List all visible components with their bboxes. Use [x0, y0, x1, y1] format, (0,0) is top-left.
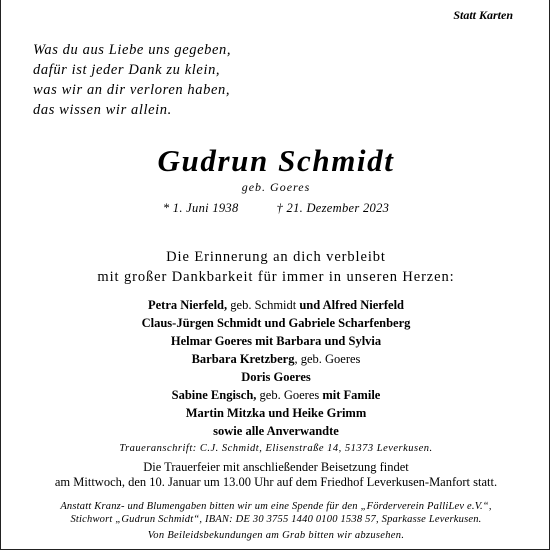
mourners-list: [1, 296, 550, 440]
memory-text: [1, 247, 550, 287]
funeral-info: [1, 460, 550, 490]
mourner-name: Martin Mitzka und Heike Grimm: [185, 406, 367, 420]
mourner-name: sowie alle Anverwandte: [213, 424, 339, 438]
mourner-row: [1, 350, 550, 368]
mourner-note: geb. Schmidt: [227, 298, 300, 312]
poem-line: dafür ist jeder Dank zu klein,: [33, 62, 221, 78]
mourner-row: [1, 404, 550, 422]
mourner-name: Barbara Kretzberg: [191, 352, 295, 366]
mourner-row: [1, 314, 550, 332]
mourner-name: Sabine Engisch,: [171, 388, 257, 402]
mourner-row: [1, 386, 550, 404]
funeral-line: Die Trauerfeier mit anschließender Beisetzung findet: [143, 460, 409, 474]
donation-line: Anstatt Kranz- und Blumengaben bitten wir um eine Spende für den „Förderverein PalliLev e.V.“,: [60, 501, 492, 512]
mourner-note: geb. Goeres: [256, 388, 323, 402]
poem-line: Was du aus Liebe uns gegeben,: [33, 42, 232, 58]
poem-line: was wir an dir verloren haben,: [33, 82, 231, 98]
deceased-name: Gudrun Schmidt: [157, 143, 395, 178]
mourner-name: Claus-Jürgen Schmidt und Gabriele Scharfenberg: [141, 316, 411, 330]
donation-info: [1, 500, 550, 526]
death-date: † 21. Dezember 2023: [276, 201, 390, 215]
mourner-name: Petra Nierfeld,: [148, 298, 228, 312]
mourner-name: mit Famile: [322, 388, 381, 402]
donation-line: Stichwort „Gudrun Schmidt“, IBAN: DE 30 3755 1440 0100 1538 57, Sparkasse Leverkusen.: [70, 514, 482, 525]
mourner-row: [1, 332, 550, 350]
poem-line: das wissen wir allein.: [33, 102, 172, 118]
poem: [33, 40, 231, 120]
statt-karten-label: Statt Karten: [453, 8, 513, 22]
memory-line: mit großer Dankbarkeit für immer in unseren Herzen:: [97, 269, 455, 285]
funeral-line: am Mittwoch, den 10. Januar um 13.00 Uhr auf dem Friedhof Leverkusen-Manfort statt.: [54, 475, 498, 489]
mourner-row: [1, 296, 550, 314]
mourner-name: und Alfred Nierfeld: [299, 298, 404, 312]
memory-line: Die Erinnerung an dich verbleibt: [166, 249, 386, 265]
birth-date: * 1. Juni 1938: [162, 201, 239, 215]
mourner-row: [1, 422, 550, 440]
mourner-name: Doris Goeres: [241, 370, 311, 384]
mourning-address: Traueranschrift: C.J. Schmidt, Elisenstraße 14, 51373 Leverkusen.: [119, 443, 433, 454]
condolence-note: Von Beileidsbekundungen am Grab bitten wir abzusehen.: [147, 530, 405, 541]
born-name: geb. Goeres: [241, 180, 311, 194]
mourner-name: Helmar Goeres mit Barbara und Sylvia: [170, 334, 382, 348]
mourner-note: , geb. Goeres: [294, 352, 361, 366]
life-dates: [1, 201, 550, 216]
mourner-row: [1, 368, 550, 386]
